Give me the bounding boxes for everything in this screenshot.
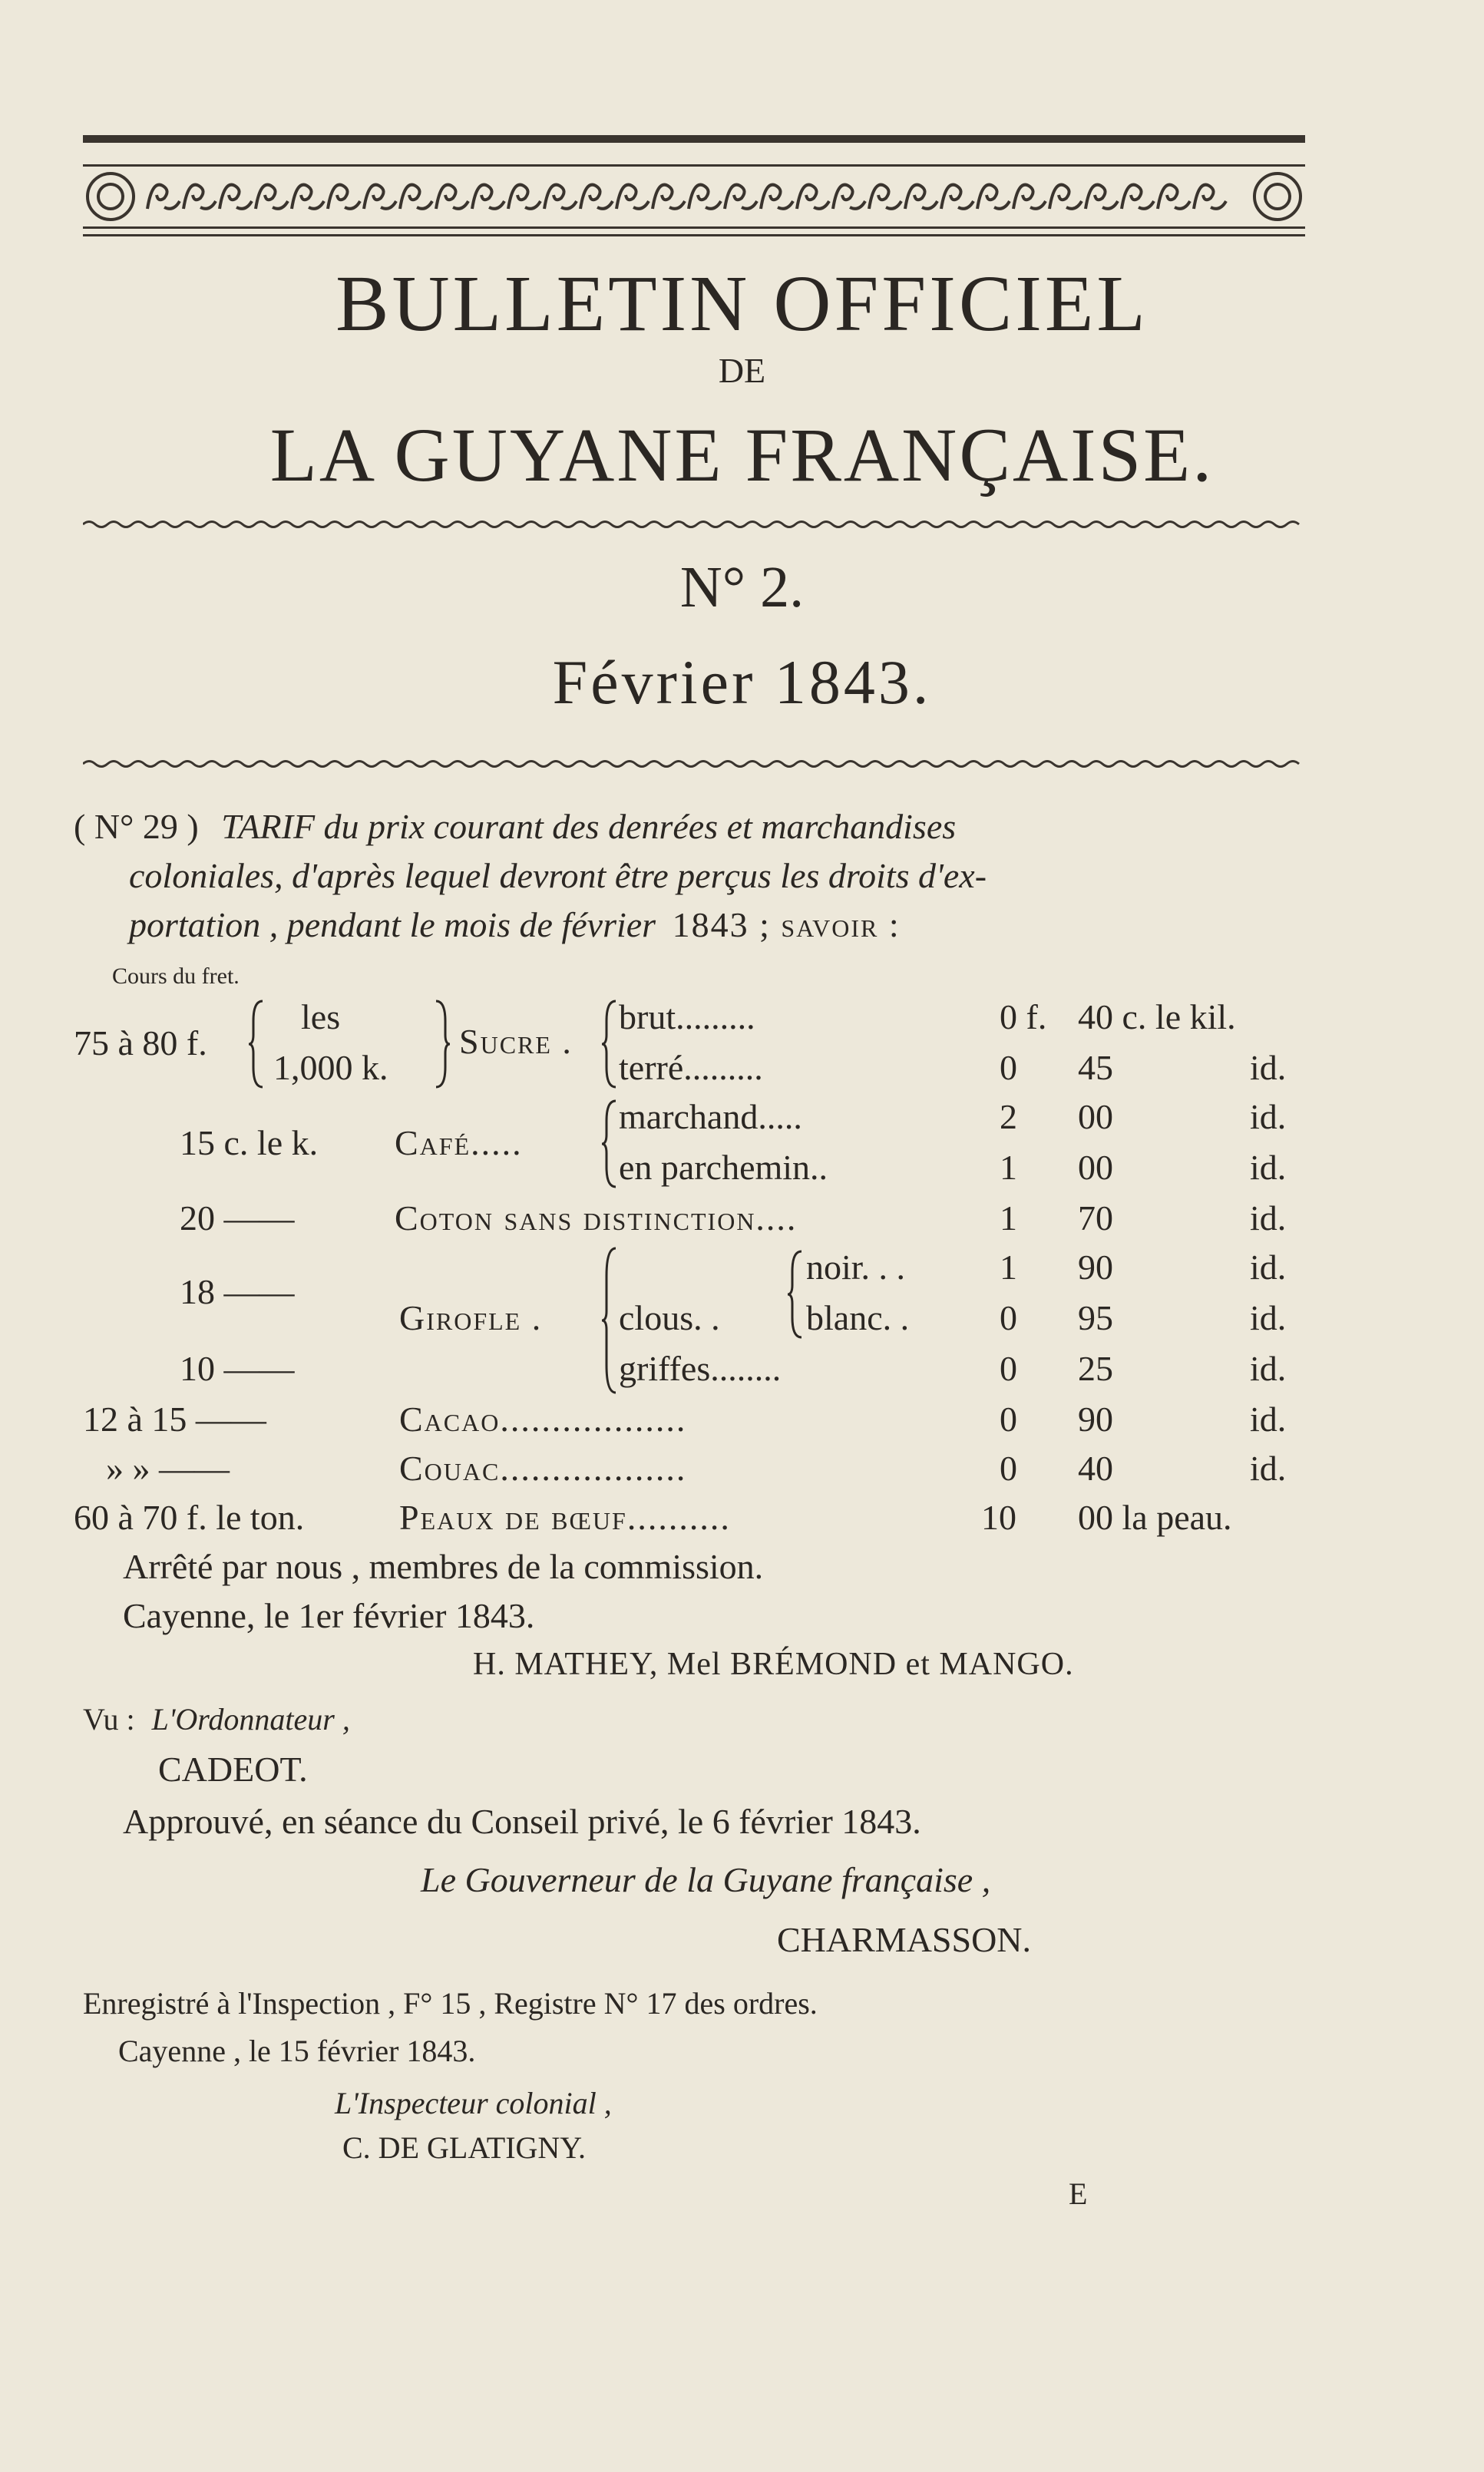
- girofle-label: Girofle .: [399, 1298, 543, 1337]
- arrete-line: Arrêté par nous , membres de la commission.: [123, 1547, 764, 1586]
- sucre-brut-francs: 0 f.: [1000, 997, 1047, 1036]
- brace-cafe: [602, 1098, 620, 1190]
- couac-unit: id.: [1250, 1449, 1287, 1488]
- sucre-brut-cents: 40 c. le kil.: [1078, 997, 1236, 1036]
- vu-line: [83, 1701, 350, 1737]
- brace-girofle: [602, 1245, 620, 1396]
- article-line-3-text: portation , pendant le mois de février: [129, 905, 656, 944]
- cafe-label: Café.....: [395, 1123, 523, 1162]
- coton-freight: 20 ——: [180, 1198, 295, 1238]
- article-line-3: [129, 904, 901, 945]
- top-rule: [83, 135, 1305, 143]
- cafe-freight: 15 c. le k.: [180, 1123, 319, 1162]
- coton-cents: 70: [1078, 1198, 1113, 1238]
- cafe-parchemin-unit: id.: [1250, 1148, 1287, 1187]
- peaux-francs: 10: [981, 1498, 1016, 1537]
- cacao-freight: 12 à 15 ——: [83, 1400, 266, 1439]
- gouverneur-name: CHARMASSON.: [777, 1920, 1032, 1959]
- clous-label: clous. .: [619, 1298, 720, 1337]
- brace-sucre-types: [602, 998, 620, 1090]
- article-line-2: coloniales, d'après lequel devront être perçus les droits d'ex-: [129, 856, 987, 895]
- registered-line: Enregistré à l'Inspection , F° 15 , Registre N° 17 des ordres.: [83, 1986, 818, 2021]
- noir-francs: 1: [1000, 1248, 1017, 1287]
- title-line-2: LA GUYANE FRANÇAISE.: [269, 412, 1215, 497]
- cafe-marchand-francs: 2: [1000, 1097, 1017, 1136]
- coton-label: Coton sans distinction....: [395, 1198, 798, 1238]
- cacao-label: Cacao..................: [399, 1400, 687, 1439]
- couac-label: Couac..................: [399, 1449, 687, 1488]
- dashed-rule-1: [83, 519, 1305, 530]
- griffes-francs: 0: [1000, 1349, 1017, 1388]
- sucre-per-2: 1,000 k.: [273, 1048, 388, 1087]
- gouverneur-title: Le Gouverneur de la Guyane française ,: [421, 1860, 991, 1899]
- title-line-1: BULLETIN OFFICIEL: [335, 259, 1149, 348]
- sucre-terre-unit: id.: [1250, 1048, 1287, 1087]
- under-rule: [83, 234, 1305, 236]
- couac-francs: 0: [1000, 1449, 1017, 1488]
- cafe-marchand-label: marchand.....: [619, 1097, 802, 1136]
- griffes-label: griffes........: [619, 1349, 782, 1388]
- article-number: ( N° 29 ): [74, 807, 199, 846]
- signature-mark: E: [1069, 2176, 1088, 2211]
- sucre-terre-label: terré.........: [619, 1048, 763, 1087]
- sucre-per-1: les: [301, 997, 341, 1036]
- blanc-francs: 0: [1000, 1298, 1017, 1337]
- cafe-parchemin-label: en parchemin..: [619, 1148, 828, 1187]
- sucre-terre-cents: 45: [1078, 1048, 1113, 1087]
- dashed-rule-2: [83, 758, 1305, 769]
- article-line-3-date: 1843 ; savoir :: [672, 905, 901, 944]
- cafe-parchemin-francs: 1: [1000, 1148, 1017, 1187]
- vu-title: L'Ordonnateur ,: [151, 1702, 350, 1737]
- coton-unit: id.: [1250, 1198, 1287, 1238]
- sucre-freight: 75 à 80 f.: [74, 1023, 207, 1062]
- inspector-title: L'Inspecteur colonial ,: [335, 2086, 612, 2120]
- cacao-cents: 90: [1078, 1400, 1113, 1439]
- title-de: DE: [718, 351, 766, 390]
- couac-freight: » » ——: [106, 1449, 230, 1488]
- cafe-parchemin-cents: 00: [1078, 1148, 1113, 1187]
- blanc-label: blanc. .: [806, 1298, 910, 1337]
- griffes-cents: 25: [1078, 1349, 1113, 1388]
- peaux-freight: 60 à 70 f. le ton.: [74, 1498, 305, 1537]
- coton-francs: 1: [1000, 1198, 1017, 1238]
- sucre-label: Sucre .: [459, 1022, 573, 1061]
- article-line-1: [74, 806, 956, 847]
- peaux-cents: 00 la peau.: [1078, 1498, 1232, 1537]
- approuve-line: Approuvé, en séance du Conseil privé, le 6 février 1843.: [123, 1802, 921, 1841]
- cacao-francs: 0: [1000, 1400, 1017, 1439]
- couac-cents: 40: [1078, 1449, 1113, 1488]
- brace-sucre-freight: [249, 998, 267, 1090]
- cafe-marchand-cents: 00: [1078, 1097, 1113, 1136]
- commission-signatories: H. MATHEY, Mel BRÉMOND et MANGO.: [473, 1647, 1074, 1682]
- issue-month: Février 1843.: [552, 647, 932, 717]
- cacao-unit: id.: [1250, 1400, 1287, 1439]
- ornament-band: [83, 163, 1305, 230]
- inspector-name: C. DE GLATIGNY.: [342, 2130, 587, 2165]
- arrete-date: Cayenne, le 1er février 1843.: [123, 1596, 535, 1635]
- blanc-cents: 95: [1078, 1298, 1113, 1337]
- vu-name: CADEOT.: [158, 1750, 308, 1789]
- brace-clous: [788, 1248, 806, 1340]
- freight-header: Cours du fret.: [112, 963, 240, 989]
- brace-sucre-unit: [431, 998, 450, 1090]
- article-title: TARIF du prix courant des denrées et marchandises: [221, 807, 957, 846]
- vu-prefix: Vu :: [83, 1702, 135, 1737]
- noir-label: noir. . .: [806, 1248, 906, 1287]
- issue-number: N° 2.: [679, 555, 805, 620]
- noir-unit: id.: [1250, 1248, 1287, 1287]
- sucre-terre-francs: 0: [1000, 1048, 1017, 1087]
- girofle-freight-2: 10 ——: [180, 1349, 295, 1388]
- noir-cents: 90: [1078, 1248, 1113, 1287]
- registered-date: Cayenne , le 15 février 1843.: [118, 2034, 476, 2068]
- griffes-unit: id.: [1250, 1349, 1287, 1388]
- peaux-label: Peaux de bœuf..........: [399, 1498, 731, 1537]
- cafe-marchand-unit: id.: [1250, 1097, 1287, 1136]
- blanc-unit: id.: [1250, 1298, 1287, 1337]
- girofle-freight-1: 18 ——: [180, 1272, 295, 1311]
- sucre-brut-label: brut.........: [619, 997, 755, 1036]
